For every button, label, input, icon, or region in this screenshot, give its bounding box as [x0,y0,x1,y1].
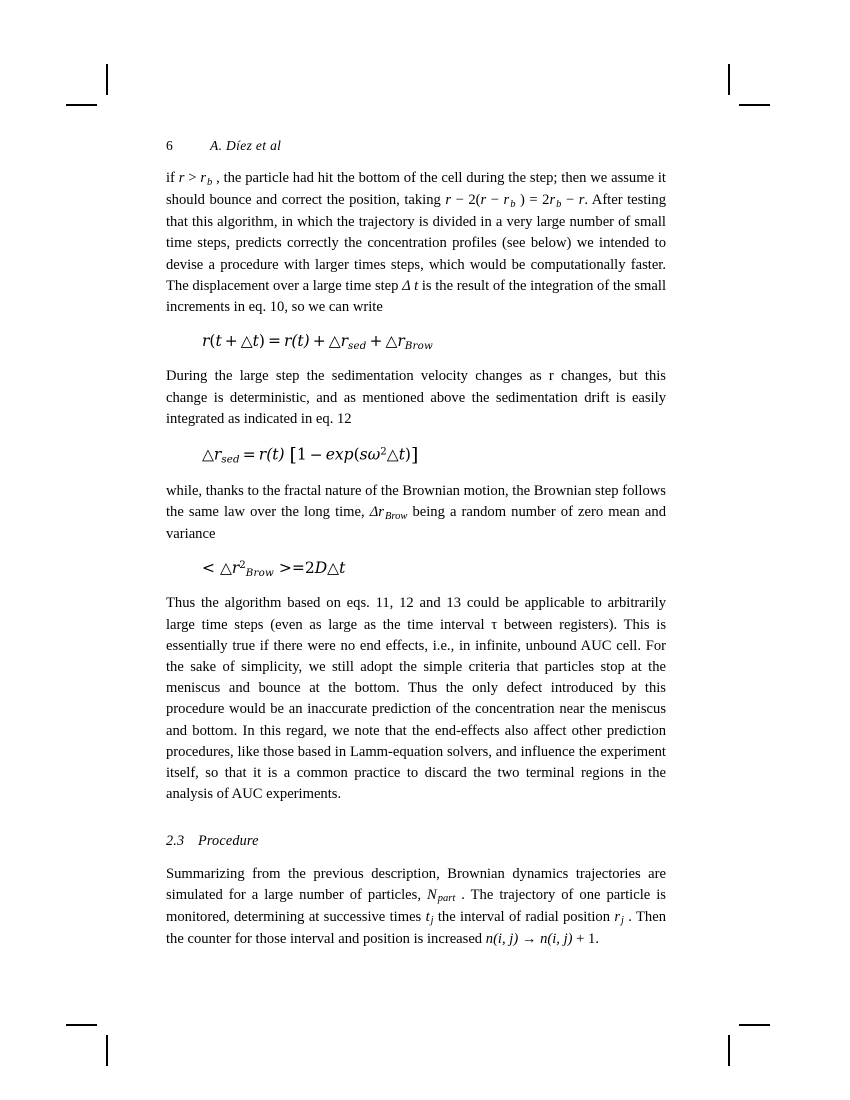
paragraph-algorithm-applicability: Thus the algorithm based on eqs. 11, 12 and 13 could be applicable to arbitrarily large time steps (even as large as the time interval τ between registers). This is essentially true if there were no end effects, i.e., in infinite, unbound AUC cell. For the sake of simplicity, we still adopt the simple criteria that particles stop at the meniscus and bounce at the bottom. Thus the only defect introduced by this procedure would be an inaccurate prediction of the concentration near the meniscus and bottom. In this regard, we note that the end-effects also affect other prediction procedures, like those based in Lamm-equation solvers, and influence the experiment itself, so that it is a common practice to discard the two terminal regions in the analysis of AUC experiments. [166,595,666,803]
eq12-omega-exponent: 2 [380,446,387,458]
eq11-lhs-close-paren: ) [258,332,265,351]
crop-mark-bottom-left [66,1024,108,1066]
crop-mark-top-right [728,64,770,106]
inline-math-r-gt-rb [179,170,213,186]
inline-math-delta-t: Δ t [402,277,419,294]
eq13-r: r [231,559,240,578]
crop-mark-horizontal-rule [66,104,97,106]
eq12-r: r [213,445,222,464]
paragraph-procedure-summary [166,864,666,950]
paragraph-3-fragment-b: being a random number of zero mean and variance [166,503,666,542]
paragraph-1-fragment-b: , the particle had hit the bottom of the cell during the step; then we assume it should bounce and correct the position, taking [166,170,666,209]
math-var-r-2: r [480,192,487,209]
running-head [166,138,666,154]
eq11-rhs-plus-2: + [369,332,383,351]
section-title: Procedure [198,832,259,849]
crop-mark-horizontal-rule [739,104,770,106]
eq12-subscript-sed: sed [221,454,240,466]
math-op-gt: > [184,170,201,187]
math-subscript-brow: Brow [384,510,408,522]
paragraph-5-fragment-c: the interval of radial position [433,908,615,925]
math-delta-r: Δr [369,503,384,520]
paragraph-1-fragment-d: is the result of the integration of the small increments in eq. 10, so we can write [166,277,666,316]
paragraph-1-fragment-c: . After testing that this algorithm, in which the trajectory is divided in a very large number of small time steps, predicts correctly the concentration profiles (see below) we intended to devise a procedure with larger times steps, which would be computationally faster. The displacement over a large time step [166,192,667,294]
inline-math-delta-r-brow [370,504,408,520]
math-subscript-b-2: b [556,198,562,210]
inline-math-r-j [614,909,624,925]
math-op-close-eq: ) = 2 [515,192,550,209]
eq13-exponent-2: 2 [239,560,246,572]
crop-mark-vertical-rule [728,1035,730,1066]
math-subscript-j-2: j [621,915,624,927]
eq12-s: s [359,445,368,464]
eq13-D: D [314,559,328,578]
eq12-rt: r [258,445,267,464]
math-subscript-b: b [207,176,213,188]
eq11-rhs-plus-1: + [312,332,326,351]
eq13-subscript-brow: Brow [245,568,274,580]
section-number: 2.3 [166,832,185,849]
eq12-minus: − [309,445,323,464]
paragraph-1-fragment-a: if [166,170,179,187]
paragraph-sedimentation-drift: During the large step the sedimentation velocity changes as r changes, but this change is deterministic, and as mentioned above the sedimentation drift is easily integrated as indicated in eq. 12 [166,368,666,427]
running-head-authors: A. Díez et al [210,138,282,153]
math-var-r-5: r [578,192,585,209]
eq12-t: t [398,445,405,464]
eq13-two: 2 [304,559,315,578]
equation-11 [202,331,666,353]
paragraph-bounce-algorithm [166,168,666,318]
eq13-t: t [339,559,346,578]
math-op-minus-2: − [561,192,579,209]
page-number: 6 [166,138,173,153]
paragraph-5-fragment-b: . The trajectory of one particle is monitored, determining at successive times [166,886,666,925]
eq12-paren-open: ( [353,445,360,464]
paragraph-5-fragment-a: Summarizing from the previous description, Brownian dynamics trajectories are simulated for a large number of particles, [166,865,666,903]
eq13-angle-close: > [278,559,292,578]
math-op-minus-2open: − 2( [451,192,481,209]
eq11-lhs-delta-icon: △ [240,332,253,351]
inline-math-t-j [426,909,434,925]
crop-mark-vertical-rule [106,64,108,95]
paragraph-3-fragment-a: while, thanks to the fractal nature of the Brownian motion, the Brownian step follows the same law over the long time, [166,482,666,520]
eq13-equals: = [291,559,305,578]
eq12-equals: = [242,445,256,464]
eq11-lhs-plus: + [224,332,238,351]
math-var-r-1: r [445,192,452,209]
math-var-t: t [425,908,430,925]
eq12-bracket-close: ] [410,444,419,467]
eq11-equals: = [267,332,281,351]
inline-math-counter-after: n(i, j) [540,930,573,947]
math-var-N: N [427,886,437,903]
section-heading-procedure [166,833,666,850]
eq11-rhs-r: r [283,332,292,351]
math-var-r: r [178,170,185,187]
math-var-r-3: r [503,192,510,209]
eq12-paren-close: ) [404,445,411,464]
math-subscript-part: part [437,893,456,905]
eq12-rt-arg: (t) [266,445,285,464]
equation-12 [202,443,666,468]
math-subscript-b-1: b [510,198,516,210]
eq12-omega: ω [367,445,381,464]
eq11-rhs-subscript-brow: Brow [404,341,433,353]
paragraph-5-fragment-e: + 1. [572,930,600,947]
eq12-bracket-open: [ [289,444,297,467]
crop-mark-horizontal-rule [66,1024,97,1026]
math-var-r-j: r [614,908,621,925]
equation-13 [202,558,666,580]
eq11-rhs-r-2: r [397,332,405,351]
math-subscript-j-1: j [430,915,434,927]
eq11-rhs-delta-icon-1: △ [328,332,341,351]
inline-math-counter-before: n(i, j) [485,930,519,947]
crop-mark-horizontal-rule [739,1024,770,1026]
eq11-lhs-r: r [202,332,210,351]
eq13-angle-open: < [202,559,215,578]
eq12-delta-icon: △ [202,445,214,464]
crop-mark-vertical-rule [106,1035,108,1066]
eq12-one: 1 [296,445,307,464]
crop-mark-bottom-right [728,1024,770,1066]
math-var-r-4: r [549,192,556,209]
eq11-rhs-t-arg: (t) [291,332,310,351]
eq11-lhs-dt: t [252,332,259,351]
crop-mark-vertical-rule [728,64,730,95]
math-op-minus-1: − [486,192,504,209]
inline-math-bounce-expression [445,192,584,208]
inline-math-n-part [427,887,455,903]
eq11-rhs-delta-icon-2: △ [385,332,398,351]
eq12-exp: exp [325,445,354,464]
arrow-icon: → [518,930,541,947]
paragraph-5-fragment-d: . Then the counter for those interval and position is increased [166,908,667,947]
eq11-lhs-open-paren: ( [209,332,216,351]
eq11-rhs-r-1: r [340,332,349,351]
eq12-delta-icon-2: △ [386,445,399,464]
page-content [166,138,666,961]
eq11-lhs-t: t [215,332,222,351]
paragraph-brownian-step [166,481,666,545]
eq13-delta-icon: △ [219,559,232,578]
crop-mark-top-left [66,64,108,106]
math-var-rb: r [200,170,207,187]
eq13-delta-icon-2: △ [327,559,340,578]
eq11-rhs-subscript-sed: sed [348,341,367,353]
